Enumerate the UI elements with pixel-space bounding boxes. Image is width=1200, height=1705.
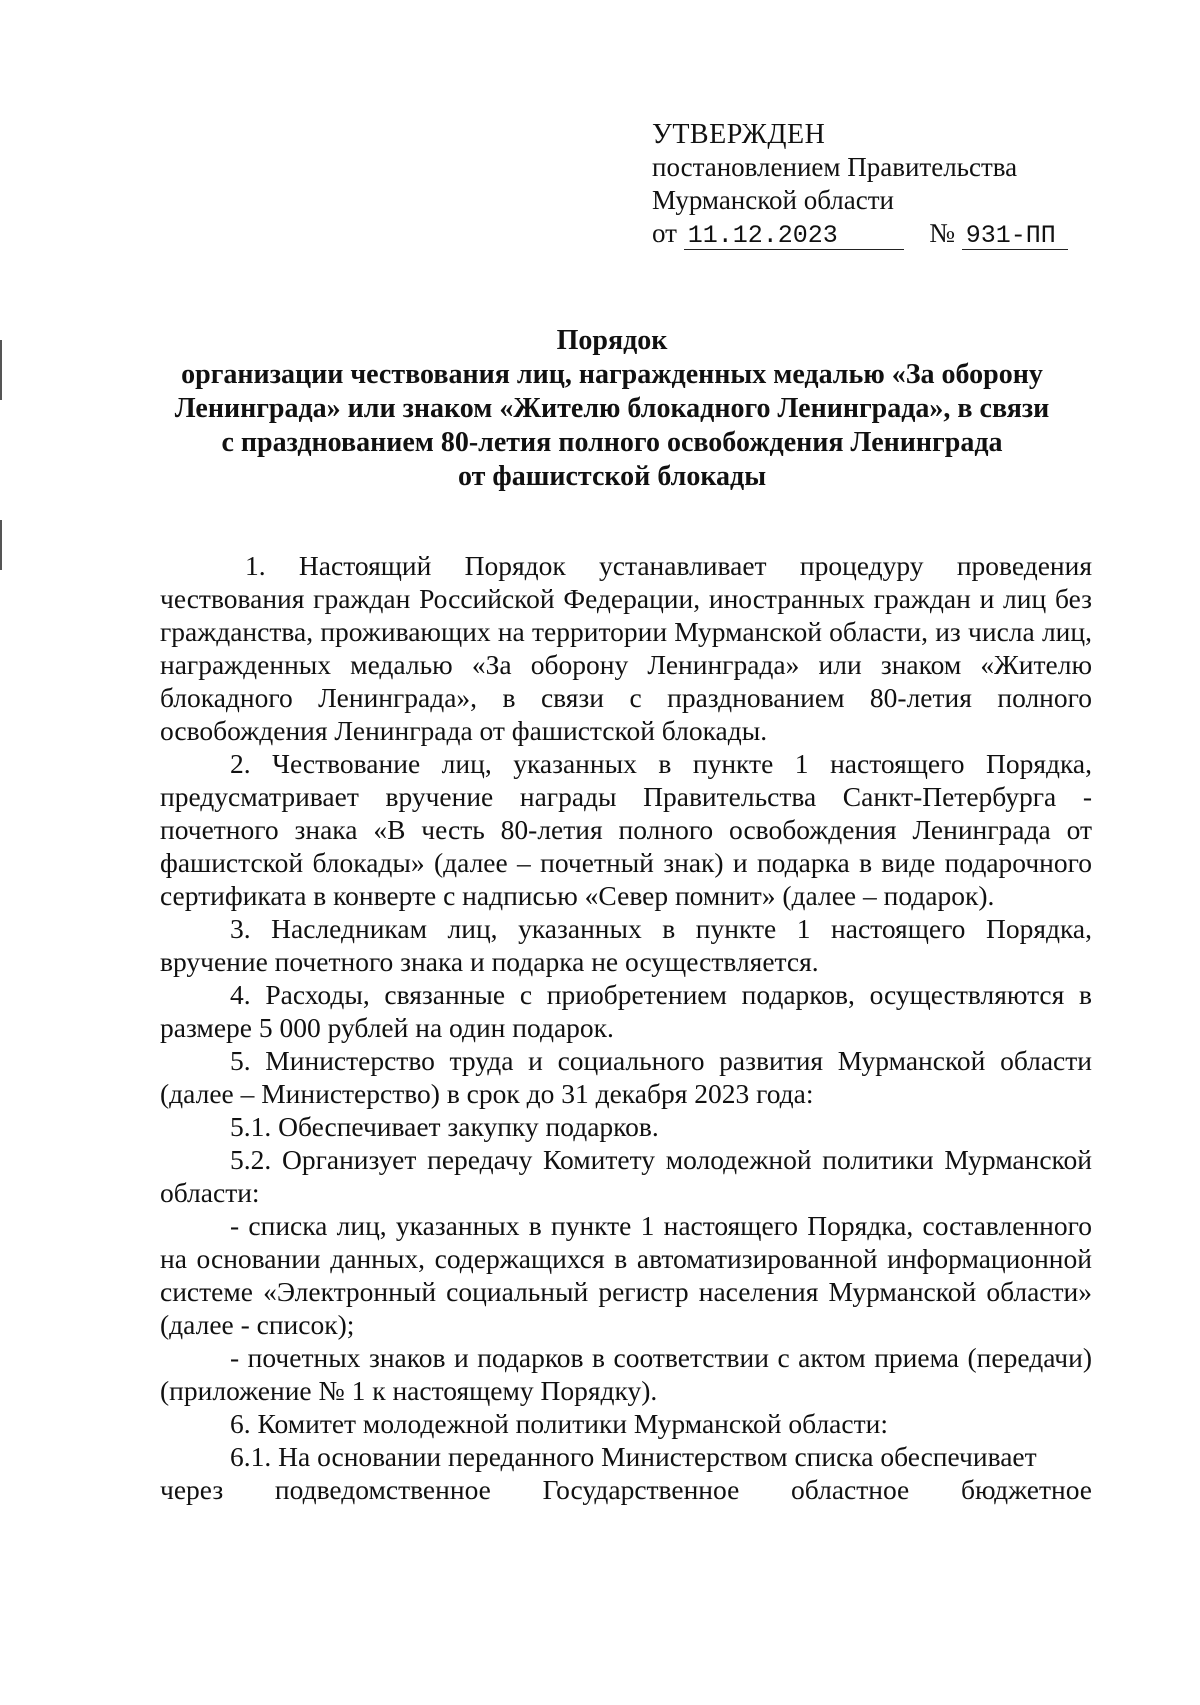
approval-heading: УТВЕРЖДЕН (652, 119, 826, 150)
title-line-4: с празднованием 80-летия полного освобождения Ленинграда (221, 427, 1003, 458)
paragraph-2: 2. Чествование лиц, указанных в пункте 1 настоящего Порядка, предусматривает вручение награды Правительства Санкт-Петербурга - почетного знака «В честь 80-летия полного освобождения Ленинграда от фашистской блокады» (далее – почетный знак) и подарка в виде подарочного сертификата в конверте с надписью «Север помнит» (далее – подарок). (160, 748, 1092, 911)
paragraph-5-1: 5.1. Обеспечивает закупку подарков. (230, 1111, 659, 1142)
paragraph-6: 6. Комитет молодежной политики Мурманской области: (230, 1408, 888, 1439)
scan-edge-mark (0, 340, 2, 400)
title-line-3: Ленинграда» или знаком «Жителю блокадного Ленинграда», в связи (174, 393, 1050, 424)
approval-line-1: постановлением Правительства (652, 152, 1018, 182)
number-prefix: № (929, 218, 955, 248)
paragraph-list-item-2: - почетных знаков и подарков в соответствии с актом приема (передачи) (приложение № 1 к настоящему Порядку). (160, 1342, 1092, 1406)
title-line-1: Порядок (556, 325, 668, 356)
paragraph-5: 5. Министерство труда и социального развития Мурманской области (далее – Министерство) в срок до 31 декабря 2023 года: (160, 1045, 1092, 1109)
paragraph-6-1-continued: через подведомственное Государственное областное бюджетное (160, 1474, 1092, 1505)
approval-block (652, 118, 1068, 250)
scan-edge-mark (0, 520, 2, 570)
approval-line-2: Мурманской области (652, 185, 894, 215)
approval-date-line (652, 217, 1068, 250)
number-value: 931-ПП (962, 223, 1068, 250)
paragraph-list-item-1: - списка лиц, указанных в пункте 1 настоящего Порядка, составленного на основании данных, содержащихся в автоматизированной информационной системе «Электронный социальный регистр населения Мурманской области» (далее - список); (160, 1210, 1092, 1340)
title-line-5: от фашистской блокады (457, 461, 767, 492)
paragraph-6-1: 6.1. На основании переданного Министерством списка обеспечивает (230, 1441, 1037, 1472)
paragraph-1: 1. Настоящий Порядок устанавливает процедуру проведения чествования граждан Российской Федерации, иностранных граждан и лиц без гражданства, проживающих на территории Мурманской области, из числа лиц, награжденных медалью «За оборону Ленинграда» или знаком «Жителю блокадного Ленинграда», в связи с празднованием 80-летия полного освобождения Ленинграда от фашистской блокады. (160, 550, 1092, 746)
date-prefix: от (652, 218, 677, 248)
title-line-2: организации чествования лиц, награжденных медалью «За оборону (181, 359, 1043, 390)
document-body (160, 549, 1092, 1506)
date-value: 11.12.2023 (684, 223, 904, 250)
paragraph-3: 3. Наследникам лиц, указанных в пункте 1 настоящего Порядка, вручение почетного знака и подарка не осуществляется. (160, 913, 1092, 977)
document-title (150, 324, 1074, 494)
paragraph-4: 4. Расходы, связанные с приобретением подарков, осуществляются в размере 5 000 рублей на один подарок. (160, 979, 1092, 1043)
paragraph-5-2: 5.2. Организует передачу Комитету молодежной политики Мурманской области: (160, 1144, 1092, 1208)
